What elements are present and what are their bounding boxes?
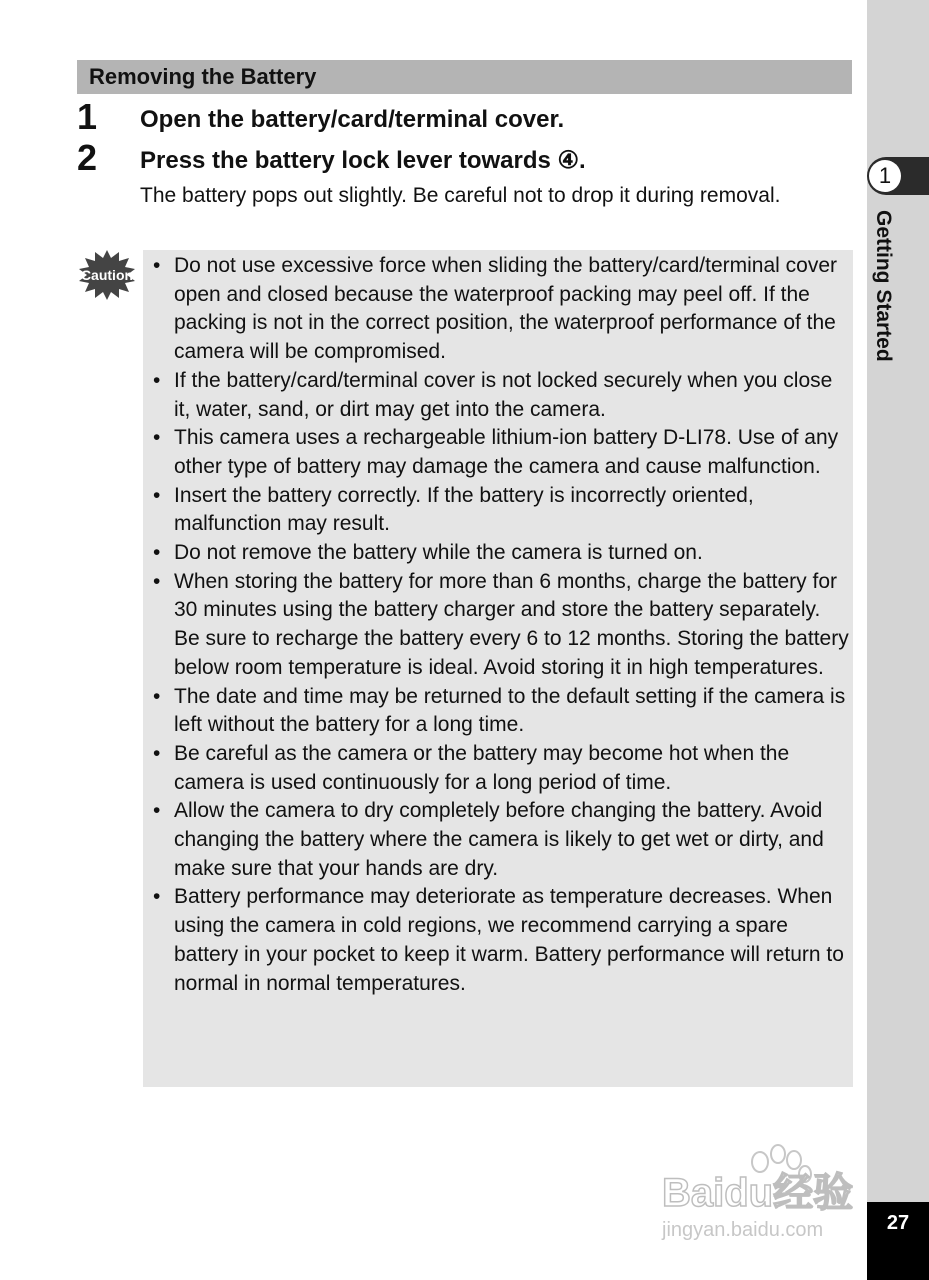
caution-item-text: Insert the battery correctly. If the battery is incorrectly oriented, malfunction may result. [174, 483, 754, 536]
caution-item-text: When storing the battery for more than 6 months, charge the battery for 30 minutes using the battery charger and store the battery separately. [174, 569, 838, 622]
chapter-title: Getting Started [872, 210, 895, 362]
caution-item [153, 568, 849, 683]
caution-item-text: Allow the camera to dry completely before changing the battery. Avoid changing the battery where the camera is likely to get wet or dirty, and make sure that your hands are dry. [174, 799, 824, 880]
section-header [77, 60, 852, 94]
caution-item-text: Do not remove the battery while the camera is turned on. [174, 541, 703, 565]
bullet: • [153, 254, 161, 277]
caution-item [153, 683, 849, 740]
caution-item-text-continued: Be sure to recharge the battery every 6 to 12 months. Storing the battery below room temperature is ideal. Avoid storing it in high temperatures. [174, 627, 849, 679]
caution-item-text: If the battery/card/terminal cover is not locked securely when you close it, water, sand, or dirt may get into the camera. [174, 368, 833, 421]
caution-item-text: This camera uses a rechargeable lithium-ion battery D-LI78. Use of any other type of battery may damage the camera and cause malfunction. [174, 426, 839, 478]
step-1-number: 1 [77, 96, 98, 137]
caution-item-text: Do not use excessive force when sliding the battery/card/terminal cover open and closed because the waterproof packing may peel off. If the packing is not in the correct position, the waterproof performance of the camera will be compromised. [174, 254, 837, 364]
bullet: • [153, 885, 161, 909]
bullet: • [153, 541, 161, 565]
caution-item-text: The date and time may be returned to the default setting if the camera is left without the battery for a long time. [174, 684, 846, 737]
caution-item [153, 539, 849, 568]
bullet: • [153, 483, 161, 507]
step-2-description: The battery pops out slightly. Be careful not to drop it during removal. [140, 184, 781, 207]
caution-item [153, 424, 849, 481]
caution-item [153, 797, 849, 883]
caution-item [153, 367, 849, 424]
caution-list [153, 252, 849, 998]
watermark-text: Baidu经验 [662, 1171, 854, 1215]
caution-item [153, 482, 849, 539]
watermark-url: jingyan.baidu.com [662, 1219, 824, 1241]
caution-item [153, 883, 849, 998]
baidu-watermark [660, 1140, 865, 1245]
bullet: • [153, 684, 161, 708]
section-title: Removing the Battery [89, 64, 317, 89]
bullet: • [153, 741, 161, 765]
caution-item [153, 740, 849, 797]
step-1-text: Open the battery/card/terminal cover. [140, 106, 565, 133]
caution-icon-label: Caution [80, 267, 134, 283]
step-2-text: Press the battery lock lever towards ④. [140, 147, 586, 174]
caution-item [153, 252, 849, 367]
page-number: 27 [867, 1202, 929, 1280]
caution-icon [78, 250, 136, 300]
step-2-number: 2 [77, 137, 98, 178]
bullet: • [153, 569, 161, 593]
bullet: • [153, 799, 161, 823]
chapter-number: 1 [869, 160, 901, 192]
bullet: • [153, 368, 161, 392]
caution-item-text: Be careful as the camera or the battery may become hot when the camera is used continuously for a long period of time. [174, 741, 790, 794]
caution-item-text: Battery performance may deteriorate as temperature decreases. When using the camera in cold regions, we recommend carrying a spare battery in your pocket to keep it warm. Battery performance will return to normal in normal temperatures. [174, 885, 844, 995]
bullet: • [153, 426, 161, 450]
